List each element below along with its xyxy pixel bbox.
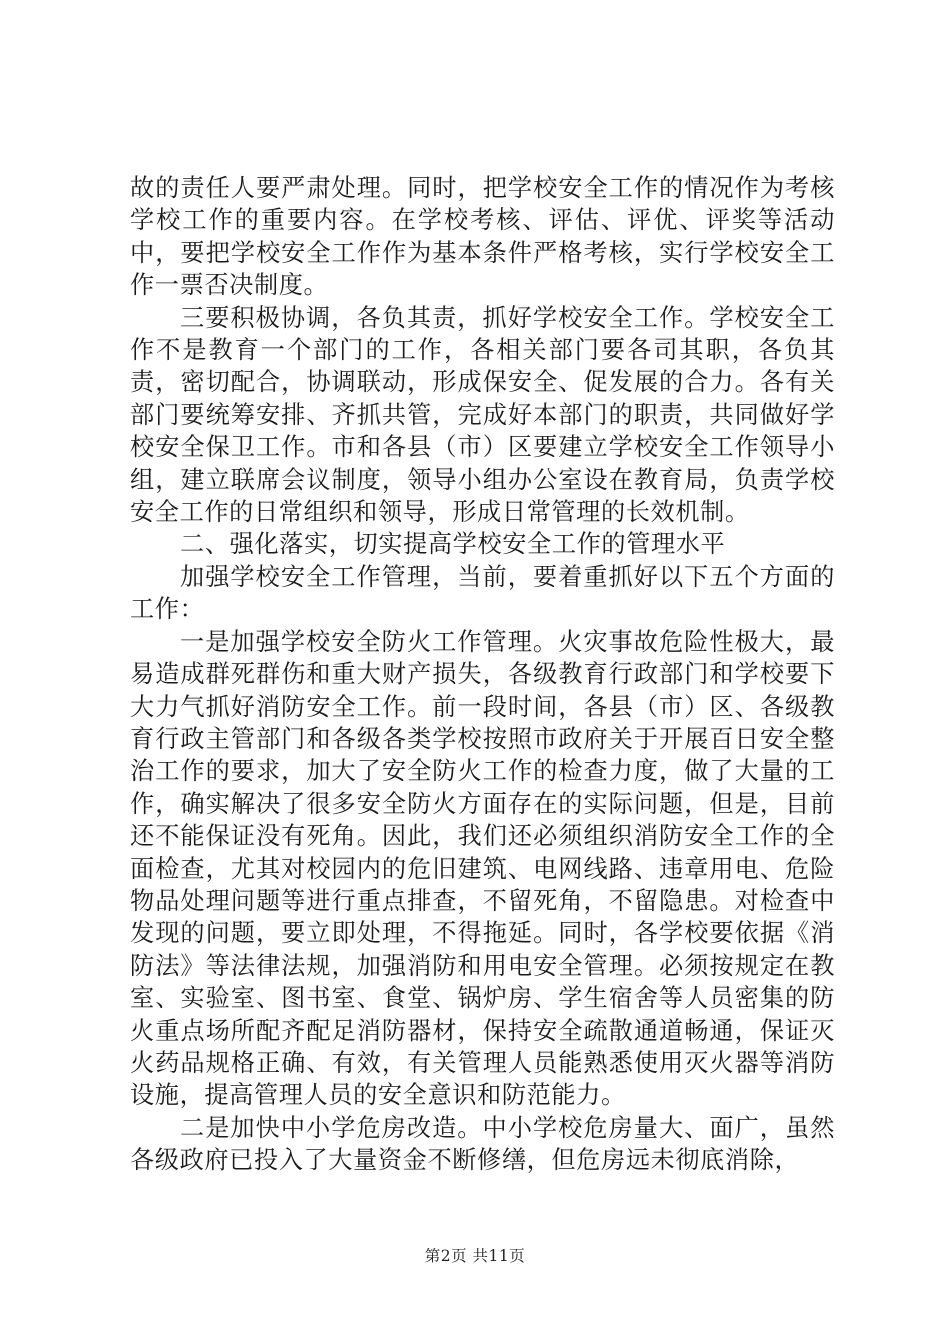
paragraph-intro: 加强学校安全工作管理，当前，要着重抓好以下五个方面的工作： [130,562,835,624]
page-number: 第2页 共11页 [424,1247,526,1265]
document-body [130,172,835,1177]
paragraph-dangerous-buildings: 二是加快中小学危房改造。中小学校危房量大、面广，虽然各级政府已投入了大量资金不断修缮，但危房远未彻底消除， [130,1113,835,1175]
paragraph-responsibility: 故的责任人要严肃处理。同时，把学校安全工作的情况作为考核学校工作的重要内容。在学校考核、评估、评优、评奖等活动中，要把学校安全工作作为基本条件严格考核，实行学校安全工作一票否决制度。 [130,174,835,300]
paragraph-coordination: 三要积极协调，各负其责，抓好学校安全工作。学校安全工作不是教育一个部门的工作，各相关部门要各司其职，各负其责，密切配合，协调联动，形成保安全、促发展的合力。各有关部门要统筹安排、齐抓共管，完成好本部门的职责，共同做好学校安全保卫工作。市和各县（市）区要建立学校安全工作领导小组，建立联席会议制度，领导小组办公室设在教育局，负责学校安全工作的日常组织和领导，形成日常管理的长效机制。 [130,303,835,527]
section-heading: 二、强化落实，切实提高学校安全工作的管理水平 [180,530,726,559]
paragraph-fire-safety: 一是加强学校安全防火工作管理。火灾事故危险性极大，最易造成群死群伤和重大财产损失，各级教育行政部门和学校要下大力气抓好消防安全工作。前一段时间，各县（市）区、各级教育行政主管部门和各级各类学校按照市政府关于开展百日安全整治工作的要求，加大了安全防火工作的检查力度，做了大量的工作，确实解决了很多安全防火方面存在的实际问题，但是，目前还不能保证没有死角。因此，我们还必须组织消防安全工作的全面检查，尤其对校园内的危旧建筑、电网线路、违章用电、危险物品处理问题等进行重点排查，不留死角，不留隐患。对检查中发现的问题，要立即处理，不得拖延。同时，各学校要依据《消防法》等法律法规，加强消防和用电安全管理。必须按规定在教室、实验室、图书室、食堂、锅炉房、学生宿舍等人员密集的防火重点场所配齐配足消防器材，保持安全疏散通道畅通，保证灭火药品规格正确、有效，有关管理人员能熟悉使用灭火器等消防设施，提高管理人员的安全意识和防范能力。 [130,627,835,1110]
